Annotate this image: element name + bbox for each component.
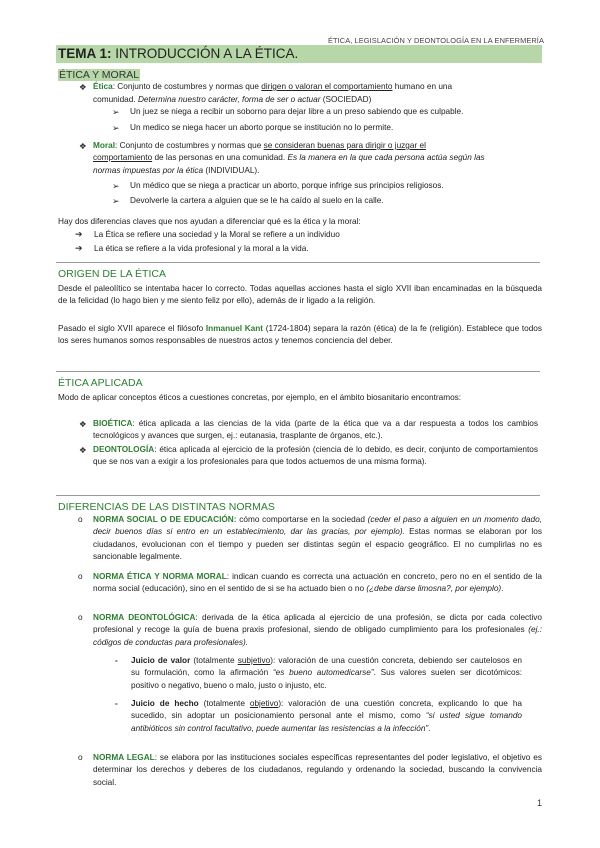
text-span: Estas normas se elaboran por los ciudadanos, evolucionan con el tiempo y pueden ser distintas según el espacio geográfico. El no cumplirlas no es sancionable legalmente.: [93, 527, 542, 561]
diamond-bullet-icon: ❖: [79, 445, 87, 455]
italic-text: normas impuestas por la ética: [93, 166, 204, 175]
arrow-bullet-icon: ➔: [75, 243, 83, 253]
section-heading-origen: ORIGEN DE LA ÉTICA: [58, 268, 166, 280]
text-span: : Conjunto de costumbres y normas que: [112, 82, 262, 91]
norma-legal-item: [93, 752, 542, 789]
underlined-text: se consideran buenas para dirigir o juzgar el: [263, 141, 426, 150]
section-heading-aplicada: ÉTICA APLICADA: [58, 377, 143, 389]
italic-text: (ceder el paso a alguien en un momento dado, decir buenos días si entro en un establecimiento, dar las gracias, por ejemplo).: [93, 515, 542, 537]
text-span: .: [428, 723, 431, 733]
diff-item-2: La ética se refiere a la vida profesional y la moral a la vida.: [94, 244, 309, 253]
norma-social-item: [93, 514, 542, 563]
underlined-text: subjetivo: [237, 656, 271, 665]
aplicada-intro: Modo de aplicar conceptos éticos a cuestiones concretas, por ejemplo, en el ámbito biosanitario encontramos:: [58, 393, 462, 402]
etica-term: Ética: [93, 82, 113, 91]
text-span: ): valoración de una cuestión concreta, debiendo ser cautelosos en su formulación, como la afirmación: [131, 656, 523, 678]
text-span: (totalmente: [198, 699, 250, 708]
norma-deontologica-item: [93, 612, 542, 649]
divider: [56, 262, 540, 263]
underlined-text: comportamiento: [93, 153, 153, 162]
text-span: (totalmente: [190, 656, 238, 665]
juicio-valor-term: Juicio de valor: [131, 656, 191, 665]
etica-example-2: Un medico se niega hacer un aborto porque se institución no lo permite.: [130, 123, 394, 132]
dash-bullet: -: [115, 656, 118, 665]
deontologia-item: [93, 444, 538, 469]
norma-etica-term: NORMA ÉTICA Y NORMA MORAL: [93, 572, 227, 581]
circle-bullet-icon: o: [78, 613, 83, 622]
moral-def-line3: [93, 165, 259, 177]
moral-example-1: Un médico que se niega a practicar un aborto, porque infrige sus principios religiosos.: [130, 181, 444, 190]
diamond-bullet-icon: ❖: [79, 82, 87, 92]
moral-example-2: Devolverle la cartera a alguien que se le ha caído al suelo en la calle.: [130, 196, 384, 205]
diamond-bullet-icon: ❖: [79, 141, 87, 151]
section-heading-normas: DIFERENCIAS DE LAS DISTINTAS NORMAS: [58, 501, 275, 513]
italic-text: “si usted sigue tomando antibióticos sin control facultativo, puede aumentar las resistencias a la infección”: [131, 711, 522, 733]
text-span: : Conjunto de costumbres y normas que: [115, 141, 264, 150]
arrowhead-bullet-icon: ➢: [112, 181, 120, 191]
text-span: : derivada de la ética aplicada al ejercicio de una profesión, se dicta por cada colectivo profesional y recoge la guía de buena praxis profesional, siendo de obligado cumplimiento para los profesionales: [93, 613, 543, 635]
origen-paragraph-1: Desde el paleolítico se intentaba hacer lo correcto. Todas aquellas acciones hasta el siglo XVII iban encaminadas en la búsqueda de la felicidad (lo hago bien y me siento feliz por ello), además de ir ligado a la religión.: [58, 284, 542, 306]
text-span: cómo comportarse en la sociedad: [236, 515, 368, 524]
title-text: INTRODUCCIÓN A LA ÉTICA.: [111, 46, 299, 61]
italic-text: “es bueno automedicarse”: [272, 668, 374, 678]
text-span: (1724-1804) separa la razón (ética) de la fe (religión). Establece que todos los seres humanos somos responsables de nuestros actos y tenemos conciencia del deber.: [58, 324, 542, 346]
juicio-hecho-item: [131, 698, 522, 735]
text-span: (INDIVIDUAL).: [203, 166, 260, 175]
text-span: de las personas en una comunidad.: [152, 153, 288, 162]
text-span: Pasado el siglo XVII aparece el filósofo: [58, 324, 206, 333]
circle-bullet-icon: o: [78, 515, 83, 524]
moral-def-line1: [93, 140, 426, 152]
moral-term: Moral: [93, 141, 116, 150]
underlined-text: dirigen o valoran el comportamiento: [261, 82, 393, 91]
moral-def-line2: [93, 152, 485, 164]
text-span: (SOCIEDAD): [320, 95, 372, 104]
arrowhead-bullet-icon: ➢: [112, 196, 120, 206]
circle-bullet-icon: o: [78, 753, 83, 762]
diamond-bullet-icon: ❖: [79, 419, 87, 429]
divider: [56, 495, 540, 496]
italic-text: (ej.: códigos de conductas para profesionales).: [93, 625, 542, 647]
circle-bullet-icon: o: [78, 572, 83, 581]
text-span: : ética aplicada al ejercicio de la profesión (ciencia de lo debido, es decir, conjunto de comportamientos que se nos van a exigir a los profesionales para que todos actuemos de una misma forma).: [93, 445, 538, 467]
etica-def-line1: [93, 81, 452, 93]
italic-text: Determina nuestro carácter, forma de ser o actuar: [137, 95, 321, 104]
dash-bullet: -: [115, 699, 118, 708]
underlined-text: objetivo: [249, 699, 279, 708]
bioetica-item: [93, 418, 538, 443]
divider: [56, 371, 540, 372]
kant-name: Inmanuel Kant: [205, 324, 264, 333]
bioetica-term: BIOÉTICA: [93, 419, 133, 428]
title-tema: TEMA 1:: [58, 46, 112, 61]
etica-def-line2: [93, 94, 371, 106]
etica-moral-heading-text: ÉTICA Y MORAL: [59, 69, 140, 81]
page-number: 1: [536, 798, 542, 808]
juicio-valor-item: [131, 655, 522, 692]
text-span: .: [501, 584, 504, 594]
section-heading-etica-moral: [58, 69, 140, 81]
italic-text: Es la manera en la que cada persona actúa según las: [287, 153, 485, 162]
text-span: humano en una: [392, 82, 453, 91]
deontologia-term: DEONTOLOGÍA: [93, 445, 155, 454]
text-span: . Sus valores suelen ser dicotómicos: positivo o negativo, bueno o malo, justo o injusto, etc.: [131, 668, 522, 690]
origen-paragraph-2: [58, 323, 542, 348]
norma-social-term: NORMA SOCIAL O DE EDUCACIÓN:: [93, 515, 237, 524]
norma-etica-item: [93, 571, 542, 596]
running-header: ÉTICA, LEGISLACIÓN Y DEONTOLOGÍA EN LA ENFERMERÍA: [327, 36, 544, 45]
norma-deontologica-term: NORMA DEONTOLÓGICA: [93, 613, 196, 622]
diff-item-1: La Ética se refiere una sociedad y la Moral se refiere a un individuo: [94, 230, 340, 239]
text-span: comunidad.: [93, 95, 138, 104]
diff-intro: Hay dos diferencias claves que nos ayudan a diferenciar qué es la ética y la moral:: [58, 217, 361, 226]
italic-text: (¿debe darse limosna?, por ejemplo): [366, 584, 502, 594]
arrow-bullet-icon: ➔: [75, 229, 83, 239]
etica-example-1: Un juez se niega a recibir un soborno para dejar libre a un preso sabiendo que es culpable.: [130, 107, 464, 116]
juicio-hecho-term: Juicio de hecho: [131, 699, 199, 708]
norma-legal-term: NORMA LEGAL: [93, 753, 155, 762]
text-span: ): valoración de una cuestión concreta, explicando lo que ha sucedido, sin adoptar un posicionamiento personal ante el mismo, como: [131, 699, 522, 721]
arrowhead-bullet-icon: ➢: [112, 123, 120, 133]
page-title: [58, 46, 298, 61]
text-span: : indican cuando es correcta una actuación en concreto, pero no en el sentido de la norma social (educación), sino en el sentido de si se ha actuado bien o no: [93, 572, 543, 594]
text-span: : ética aplicada a las ciencias de la vida (parte de la ética que va a dar respuesta a todos los cambios tecnológicos y avances que surgen, ej.: eutanasia, trasplante de órganos, etc.).: [93, 419, 538, 441]
text-span: : se elabora por las instituciones sociales específicas representantes del poder legislativo, el objetivo es determinar los derechos y deberes de los ciudadanos, regulando y ordenando la sociedad, buscando la convivencia social.: [93, 753, 543, 787]
arrowhead-bullet-icon: ➢: [112, 107, 120, 117]
